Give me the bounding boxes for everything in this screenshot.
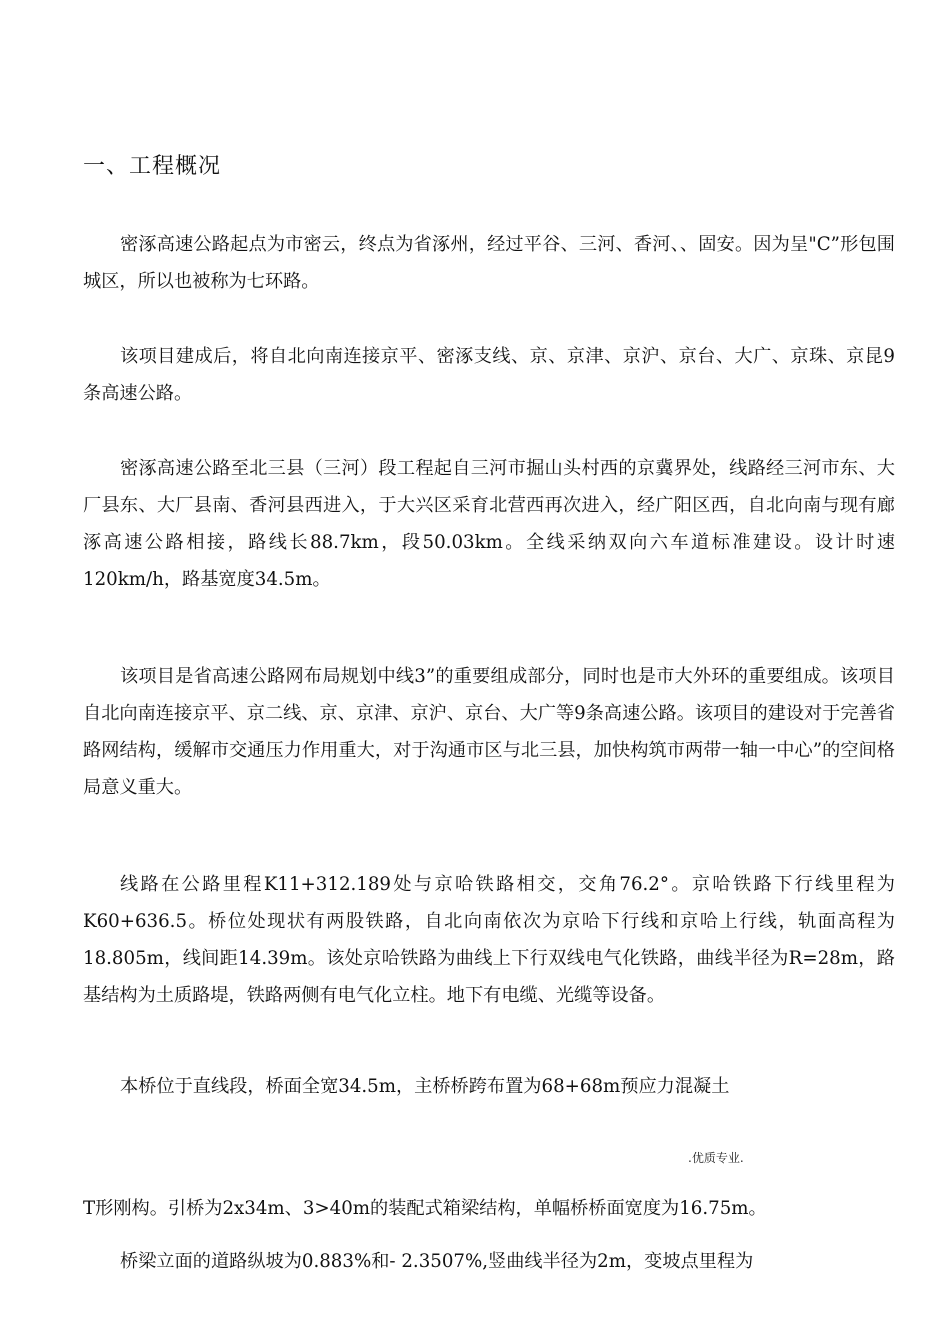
paragraph-bridge-structure: T形刚构。引桥为2x34m、3>40m的装配式箱梁结构，单幅桥桥面宽度为16.75m。 (83, 1198, 767, 1219)
section-heading: 一、工程概况 (83, 154, 222, 179)
paragraph-section-description: 密涿高速公路至北三县（三河）段工程起自三河市掘山头村西的京冀界处，线路经三河市东、大厂县东、大厂县南、香河县西进入，于大兴区采育北营西再次进入，经广阳区西，自北向南与现有廊涿高速公路相接，路线长88.7km，段50.03km。全线采纳双向六车道标准建设。设计时速120km/h，路基宽度34.5m。 (83, 458, 895, 590)
paragraph-project-significance: 该项目是省高速公路网布局规划中线3”的重要组成部分，同时也是市大外环的重要组成。该项目自北向南连接京平、京二线、京、京津、京沪、京台、大广等9条高速公路。该项目的建设对于完善省路网结构，缓解市交通压力作用重大，对于沟通市区与北三县，加快构筑市两带一轴一中心”的空间格局意义重大。 (83, 666, 895, 798)
paragraph-bridge-layout: 本桥位于直线段，桥面全宽34.5m，主桥桥跨布置为68+68m预应力混凝土 (120, 1076, 730, 1097)
paragraph-route-overview: 密涿高速公路起点为市密云，终点为省涿州，经过平谷、三河、香河、、固安。因为呈"C”形包围城区，所以也被称为七环路。 (83, 234, 895, 292)
paragraph-bridge-gradient: 桥梁立面的道路纵坡为0.883%和- 2.3507%,竖曲线半径为2m，变坡点里程为 (120, 1251, 754, 1272)
page-footer-mark: .优质专业. (688, 1151, 744, 1165)
paragraph-railway-crossing: 线路在公路里程K11+312.189处与京哈铁路相交，交角76.2°。京哈铁路下行线里程为K60+636.5。桥位处现状有两股铁路，自北向南依次为京哈下行线和京哈上行线，轨面高程为18.805m，线间距14.39m。该处京哈铁路为曲线上下行双线电气化铁路，曲线半径为R=28m，路基结构为土质路堤，铁路两侧有电气化立柱。地下有电缆、光缆等设备。 (83, 874, 895, 1006)
paragraph-connected-highways: 该项目建成后，将自北向南连接京平、密涿支线、京、京津、京沪、京台、大广、京珠、京昆9条高速公路。 (83, 346, 895, 404)
